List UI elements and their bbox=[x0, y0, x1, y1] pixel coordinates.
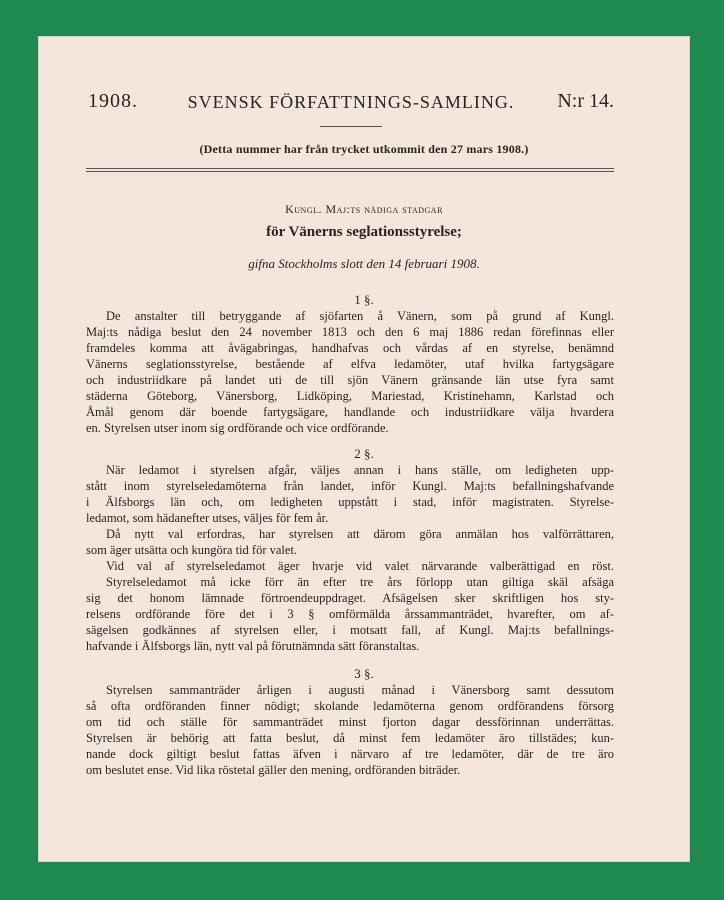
text-line: städerna Göteborg, Vänersborg, Lidköping, Mariestad, Kristinehamn, Karlstad och bbox=[86, 389, 614, 403]
text-line: sägelsen godkännes af styrelsen eller, i motsatt fall, af Kungl. Maj:ts befallnings- bbox=[86, 623, 614, 637]
text-line: en. Styrelsen utser inom sig ordförande och vice ordförande. bbox=[86, 421, 389, 435]
decree-title: för Vänerns seglationsstyrelse; bbox=[266, 224, 462, 240]
double-divider bbox=[86, 168, 614, 172]
text-line: nande dock giltigt beslut fattas äfven i närvaro af tre ledamöter, där de tre äro bbox=[86, 747, 614, 761]
section-heading: 3 §. bbox=[354, 666, 374, 681]
text-line: framdeles komma att åvägabringas, handhafvas och vårdas af en styrelse, benämnd bbox=[86, 341, 614, 355]
text-line: Då nytt val erfordras, har styrelsen att därom göra anmälan hos valförrättaren, bbox=[106, 527, 614, 541]
text-line: stått inom styrelseledamöterna från landet, inför Kungl. Maj:ts befallningshafvande bbox=[86, 479, 614, 493]
text-line: sig det honom lämnade förtroendeuppdraget. Afsägelsen sker skriftligen hos sty- bbox=[86, 591, 614, 605]
publication-note: (Detta nummer har från trycket utkommit den 27 mars 1908.) bbox=[199, 142, 529, 156]
header-number: N:r 14. bbox=[557, 90, 614, 112]
header-title: SVENSK FÖRFATTNINGS-SAMLING. bbox=[187, 92, 515, 112]
text-line: i Älfsborgs län och, om ledigheten uppstått i stad, inför magistraten. Styrelse- bbox=[86, 495, 614, 509]
text-line: Styrelsen sammanträder årligen i augusti månad i Vänersborg samt dessutom bbox=[106, 683, 614, 697]
text-line: De anstalter till betryggande af sjöfarten å Vänern, som på grund af Kungl. bbox=[106, 309, 614, 323]
document-page bbox=[38, 36, 690, 862]
section-heading: 1 §. bbox=[354, 292, 374, 307]
page-header bbox=[88, 90, 614, 120]
text-line: Styrelseledamot må icke förr än efter tre års förlopp utan giltiga skäl afsäga bbox=[106, 575, 614, 589]
text-line: om beslutet ense. Vid lika röstetal gäller den mening, ordföranden biträder. bbox=[86, 763, 461, 777]
header-year: 1908. bbox=[88, 90, 138, 112]
text-line: och industriidkare på landet uti de till sjön Vänern gränsande län utse fyra samt bbox=[86, 373, 614, 387]
text-line: Maj:ts nådiga beslut den 24 november 1813 och den 6 maj 1886 redan förefinnas eller bbox=[86, 325, 614, 339]
text-line: ledamot, som hädanefter utses, väljes för fem år. bbox=[86, 511, 329, 525]
text-line: så ofta ordföranden finner nödigt; skolande ledamöterna genom ordförandens försorg bbox=[86, 699, 614, 713]
text-line: om tid och ställe för sammanträdet minst fjorton dagar dessförinnan underrättas. bbox=[86, 715, 614, 729]
text-line: som äger utsätta och kungöra tid för valet. bbox=[86, 543, 298, 557]
text-line: När ledamot i styrelsen afgår, väljes annan i hans ställe, om ledigheten upp- bbox=[106, 463, 614, 477]
decree-date: gifna Stockholms slott den 14 februari 1908. bbox=[248, 256, 480, 271]
text-line: relsens ordförande före det i 3 § omförmälda årssammanträdet, hvarefter, om af- bbox=[86, 607, 614, 621]
section-heading: 2 §. bbox=[354, 446, 374, 461]
text-line: Åmål genom där boende fartygsägare, handlande och industriidkare välja hvardera bbox=[86, 405, 614, 419]
text-line: Styrelsen är behörig att fatta beslut, då minst fem ledamöter äro tillstädes; kun- bbox=[86, 731, 614, 745]
text-line: Vid val af styrelseledamot äger hvarje vid valet närvarande valberättigad en röst. bbox=[106, 559, 614, 573]
decree-issuer: Kungl. Maj:ts nådiga stadgar bbox=[285, 202, 443, 216]
text-line: Vänerns seglationsstyrelse, bestående af elfva ledamöter, utaf hvilka fartygsägare bbox=[86, 357, 614, 371]
text-line: hafvande i Älfsborgs län, nytt val på förutnämnda sätt föranstaltas. bbox=[86, 639, 420, 653]
short-divider bbox=[320, 126, 382, 127]
